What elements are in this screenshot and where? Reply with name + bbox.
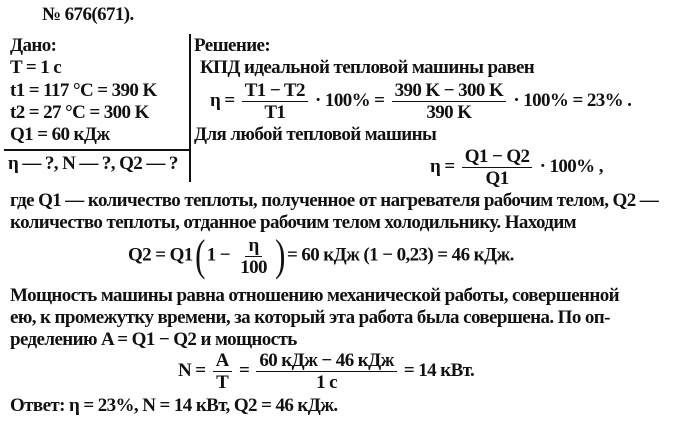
fraction: $\frac{T1 - T2}{T1}$ — [242, 80, 308, 123]
equation-efficiency-ideal: η = $\frac{T1 - T2}{T1}$ · 100% = $\frac{390 K - 300 K}{390 K}$ · 100% = 23% . — [210, 80, 632, 123]
fraction: $\frac{\text{60 кДж − 46 кДж}}{1 с}$ — [256, 350, 396, 393]
unknowns: η — ?, N — ?, Q2 — ? — [8, 153, 178, 174]
paragraph-line: количество теплоты, отданное рабочим телом холодильнику. Находим — [10, 212, 577, 233]
paragraph-line: где Q1 — количество теплоты, полученное от нагревателя рабочим телом, Q2 — — [10, 190, 659, 211]
paragraph-line: Мощность машины равна отношению механической работы, совершенной — [10, 285, 619, 306]
fraction: $\frac{390 K - 300 K}{390 K}$ — [392, 80, 507, 123]
given-item: t2 = 27 °C = 300 K — [10, 102, 149, 123]
fraction: $\frac{\eta}{100}$ — [240, 234, 267, 278]
given-divider — [4, 149, 189, 151]
equation-q2: Q2 = Q1( 1 − $\frac{\eta}{100}$ ) = 60 кДж (1 − 0,23) = 46 кДж. — [128, 231, 514, 280]
column-divider — [189, 34, 191, 182]
equation-efficiency-general: η = $\frac{Q1 - Q2}{Q1}$ · 100% , — [430, 146, 603, 189]
eq-lhs: η = — [210, 89, 235, 111]
given-item: T = 1 с — [10, 57, 62, 78]
equation-power: N = $\frac{A}{T}$ = $\frac{\text{60 кДж − 46 кДж}}{1 с}$ = 14 кВт. — [178, 350, 475, 393]
answer: Ответ: η = 23%, N = 14 кВт, Q2 = 46 кДж. — [10, 395, 338, 416]
any-machine-text: Для любой тепловой машины — [194, 124, 437, 145]
given-item: t1 = 117 °C = 390 K — [10, 80, 157, 101]
problem-number: № 676(671). — [42, 4, 134, 25]
solution-intro: КПД идеальной тепловой машины равен — [200, 57, 535, 78]
given-item: Q1 = 60 кДж — [10, 124, 110, 145]
fraction: $\frac{A}{T}$ — [213, 350, 232, 393]
solution-heading: Решение: — [194, 35, 271, 56]
given-heading: Дано: — [10, 35, 57, 56]
paragraph-line: ею, к промежутку времени, за который эта работа была совершена. По оп- — [10, 307, 610, 328]
fraction: $\frac{Q1 - Q2}{Q1}$ — [462, 146, 533, 189]
paragraph-line: ределению A = Q1 − Q2 и мощность — [10, 329, 297, 350]
